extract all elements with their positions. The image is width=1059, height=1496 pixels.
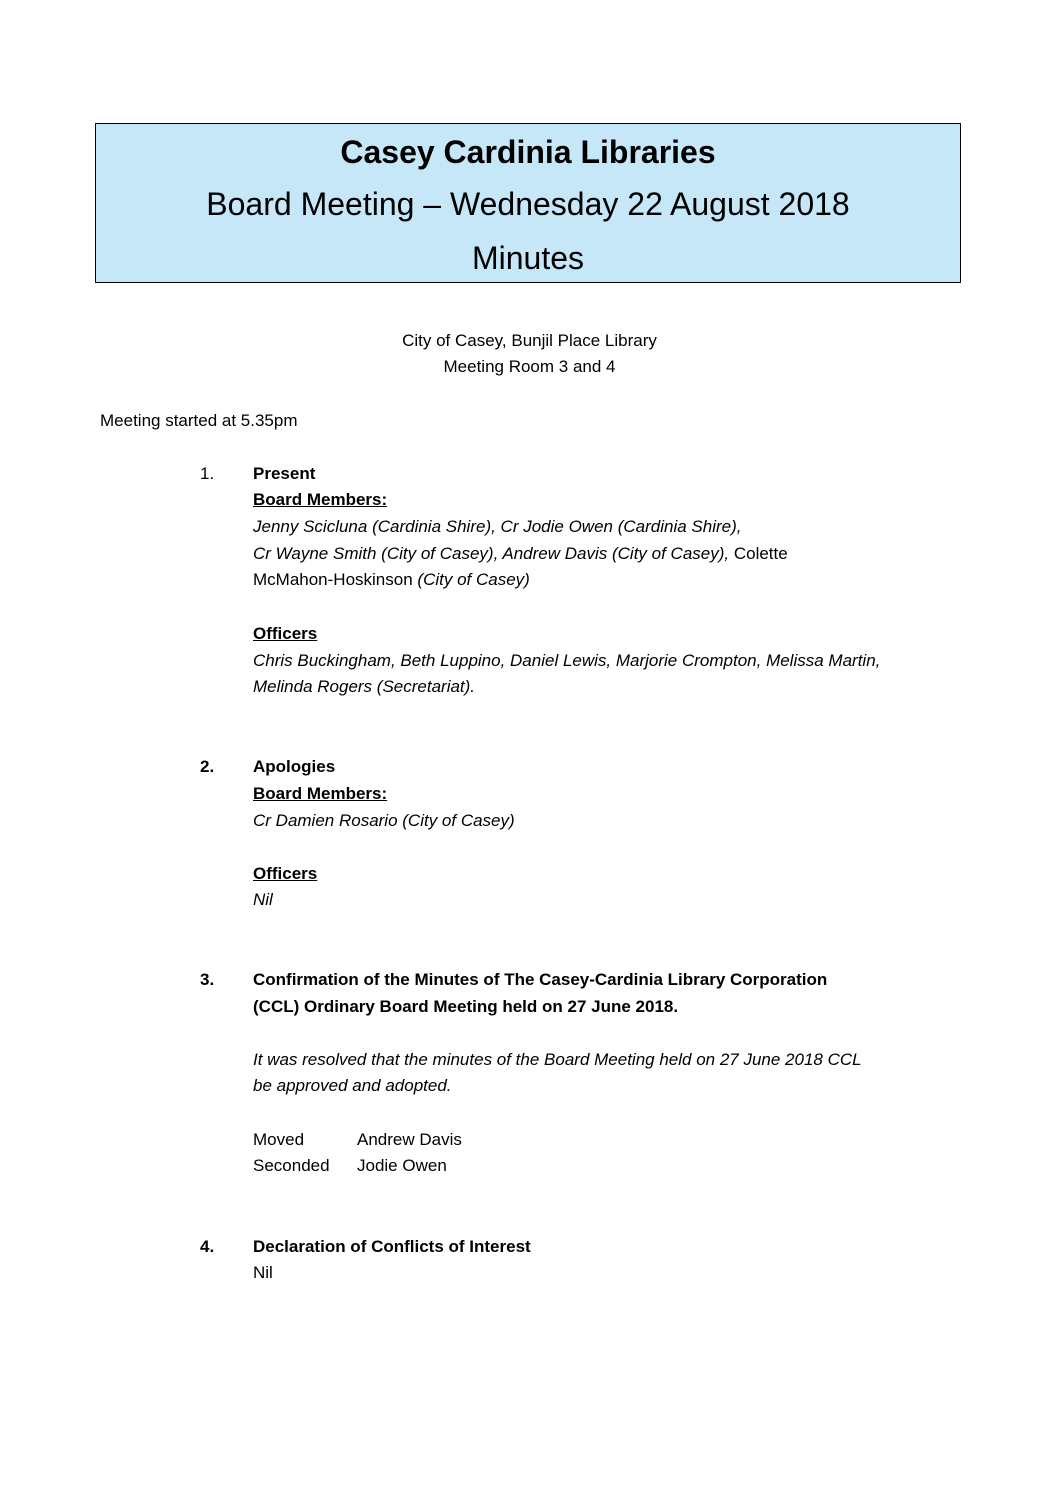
board-members-text: Cr Wayne Smith (City of Casey), Andrew Davis (City of Casey), [253, 544, 730, 563]
location-line-1: City of Casey, Bunjil Place Library [402, 331, 657, 350]
meeting-title: Board Meeting – Wednesday 22 August 2018 [206, 186, 850, 222]
seconded-label: Seconded [253, 1156, 330, 1175]
board-members-heading: Board Members: [253, 784, 388, 803]
board-members-line: Cr Damien Rosario (City of Casey) [253, 811, 515, 830]
item-number: 4. [200, 1237, 215, 1256]
officers-heading: Officers [253, 624, 318, 643]
board-members-text: McMahon-Hoskinson [253, 570, 418, 589]
seconded-name: Jodie Owen [357, 1156, 447, 1175]
moved-label: Moved [253, 1130, 305, 1149]
moved-name: Andrew Davis [357, 1130, 462, 1149]
item-value: Nil [253, 1263, 273, 1282]
item-title: Confirmation of the Minutes of The Casey-Cardinia Library Corporation [253, 970, 828, 989]
officers-line: Nil [253, 890, 273, 909]
officers-line: Chris Buckingham, Beth Luppino, Daniel Lewis, Marjorie Crompton, Melissa Martin, [253, 651, 881, 670]
officers-line: Melinda Rogers (Secretariat). [253, 677, 476, 696]
title-box [95, 123, 961, 283]
organisation-name: Casey Cardinia Libraries [340, 134, 716, 170]
resolution-line: be approved and adopted. [253, 1076, 452, 1095]
document-type: Minutes [471, 240, 585, 276]
resolution-line: It was resolved that the minutes of the Board Meeting held on 27 June 2018 CCL [253, 1050, 862, 1069]
item-title: Declaration of Conflicts of Interest [253, 1237, 531, 1256]
board-members-text: Colette [729, 544, 788, 563]
item-title: (CCL) Ordinary Board Meeting held on 27 June 2018. [253, 997, 679, 1016]
meeting-start-note: Meeting started at 5.35pm [100, 411, 298, 430]
item-number: 1. [200, 464, 215, 483]
item-number: 2. [200, 757, 215, 776]
officers-heading: Officers [253, 864, 318, 883]
item-number: 3. [200, 970, 215, 989]
item-title: Apologies [253, 757, 336, 776]
board-members-line [253, 567, 530, 593]
board-members-text: (City of Casey) [417, 570, 530, 589]
location-line-2: Meeting Room 3 and 4 [443, 357, 616, 376]
board-members-line [253, 541, 788, 567]
board-members-heading: Board Members: [253, 490, 388, 509]
item-title: Present [253, 464, 316, 483]
board-members-line: Jenny Scicluna (Cardinia Shire), Cr Jodie Owen (Cardinia Shire), [253, 517, 742, 536]
